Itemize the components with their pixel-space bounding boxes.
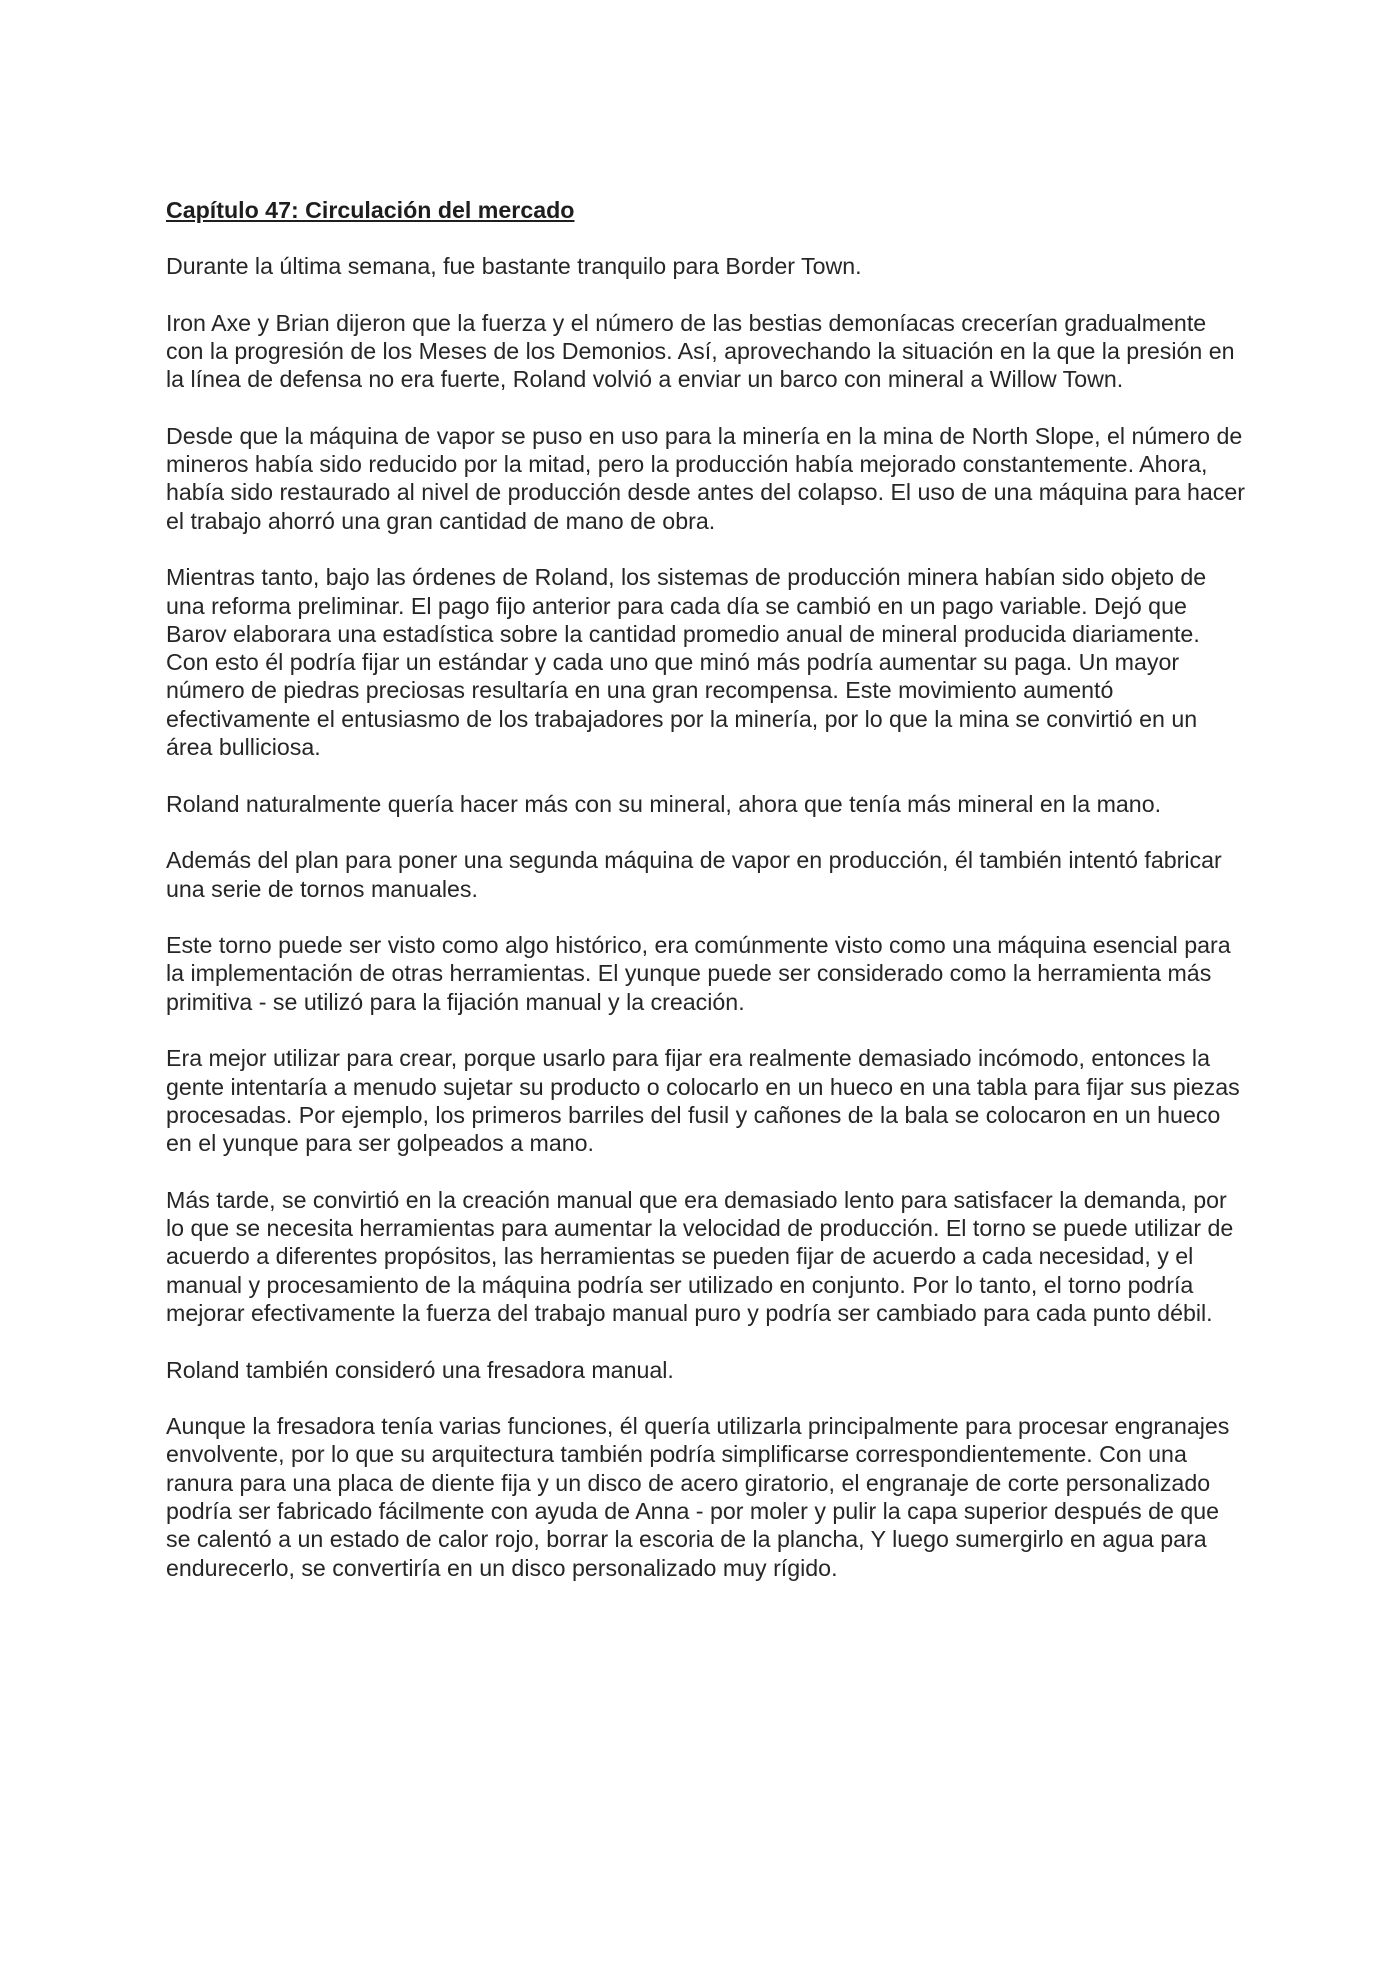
paragraph-5: Roland naturalmente quería hacer más con su mineral, ahora que tenía más mineral en la mano. xyxy=(166,790,1162,817)
paragraph-8: Era mejor utilizar para crear, porque usarlo para fijar era realmente demasiado incómodo, entonces la gente intentaría a menudo sujetar su producto o colocarlo en un hueco en una tabla para fijar sus piezas procesadas. Por ejemplo, los primeros barriles del fusil y cañones de la bala se colocaron en un hueco en el yunque para ser golpeados a mano. xyxy=(166,1045,1240,1157)
paragraph-9: Más tarde, se convirtió en la creación manual que era demasiado lento para satisfacer la demanda, por lo que se necesita herramientas para aumentar la velocidad de producción. El torno se puede utilizar de acuerdo a diferentes propósitos, las herramientas se pueden fijar de acuerdo a cada necesidad, y el manual y procesamiento de la máquina podría ser utilizado en conjunto. Por lo tanto, el torno podría mejorar efectivamente la fuerza del trabajo manual puro y podría ser cambiado para cada punto débil. xyxy=(166,1186,1234,1326)
paragraph-11: Aunque la fresadora tenía varias funciones, él quería utilizarla principalmente para procesar engranajes envolvente, por lo que su arquitectura también podría simplificarse correspondientemente. Con una ranura para una placa de diente fija y un disco de acero giratorio, el engranaje de corte personalizado podría ser fabricado fácilmente con ayuda de Anna - por moler y pulir la capa superior después de que se calentó a un estado de calor rojo, borrar la escoria de la plancha, Y luego sumergirlo en agua para endurecerlo, se convertiría en un disco personalizado muy rígido. xyxy=(166,1413,1230,1581)
paragraph-2: Iron Axe y Brian dijeron que la fuerza y el número de las bestias demoníacas crecerían gradualmente con la progresión de los Meses de los Demonios. Así, aprovechando la situación en la que la presión en la línea de defensa no era fuerte, Roland volvió a enviar un barco con mineral a Willow Town. xyxy=(166,309,1235,393)
document-body xyxy=(166,196,1246,1610)
paragraph-7: Este torno puede ser visto como algo histórico, era comúnmente visto como una máquina esencial para la implementación de otras herramientas. El yunque puede ser considerado como la herramienta más primitiva - se utilizó para la fijación manual y la creación. xyxy=(166,932,1231,1015)
paragraph-4: Mientras tanto, bajo las órdenes de Roland, los sistemas de producción minera habían sido objeto de una reforma preliminar. El pago fijo anterior para cada día se cambió en un pago variable. Dejó que Barov elaborara una estadística sobre la cantidad promedio anual de mineral producida diariamente. Con esto él podría fijar un estándar y cada uno que minó más podría aumentar su paga. Un mayor número de piedras preciosas resultaría en una gran recompensa. Este movimiento aumentó efectivamente el entusiasmo de los trabajadores por la minería, por lo que la mina se convirtió en un área bulliciosa. xyxy=(166,564,1207,761)
paragraph-10: Roland también consideró una fresadora manual. xyxy=(166,1356,674,1383)
paragraph-6: Además del plan para poner una segunda máquina de vapor en producción, él también intentó fabricar una serie de tornos manuales. xyxy=(166,847,1222,902)
paragraph-1: Durante la última semana, fue bastante tranquilo para Border Town. xyxy=(166,253,862,279)
chapter-title: Capítulo 47: Circulación del mercado xyxy=(166,197,575,223)
paragraph-3: Desde que la máquina de vapor se puso en uso para la minería en la mina de North Slope, el número de mineros había sido reducido por la mitad, pero la producción había mejorado constantemente. Ahora, había sido restaurado al nivel de producción desde antes del colapso. El uso de una máquina para hacer el trabajo ahorró una gran cantidad de mano de obra. xyxy=(166,422,1245,534)
